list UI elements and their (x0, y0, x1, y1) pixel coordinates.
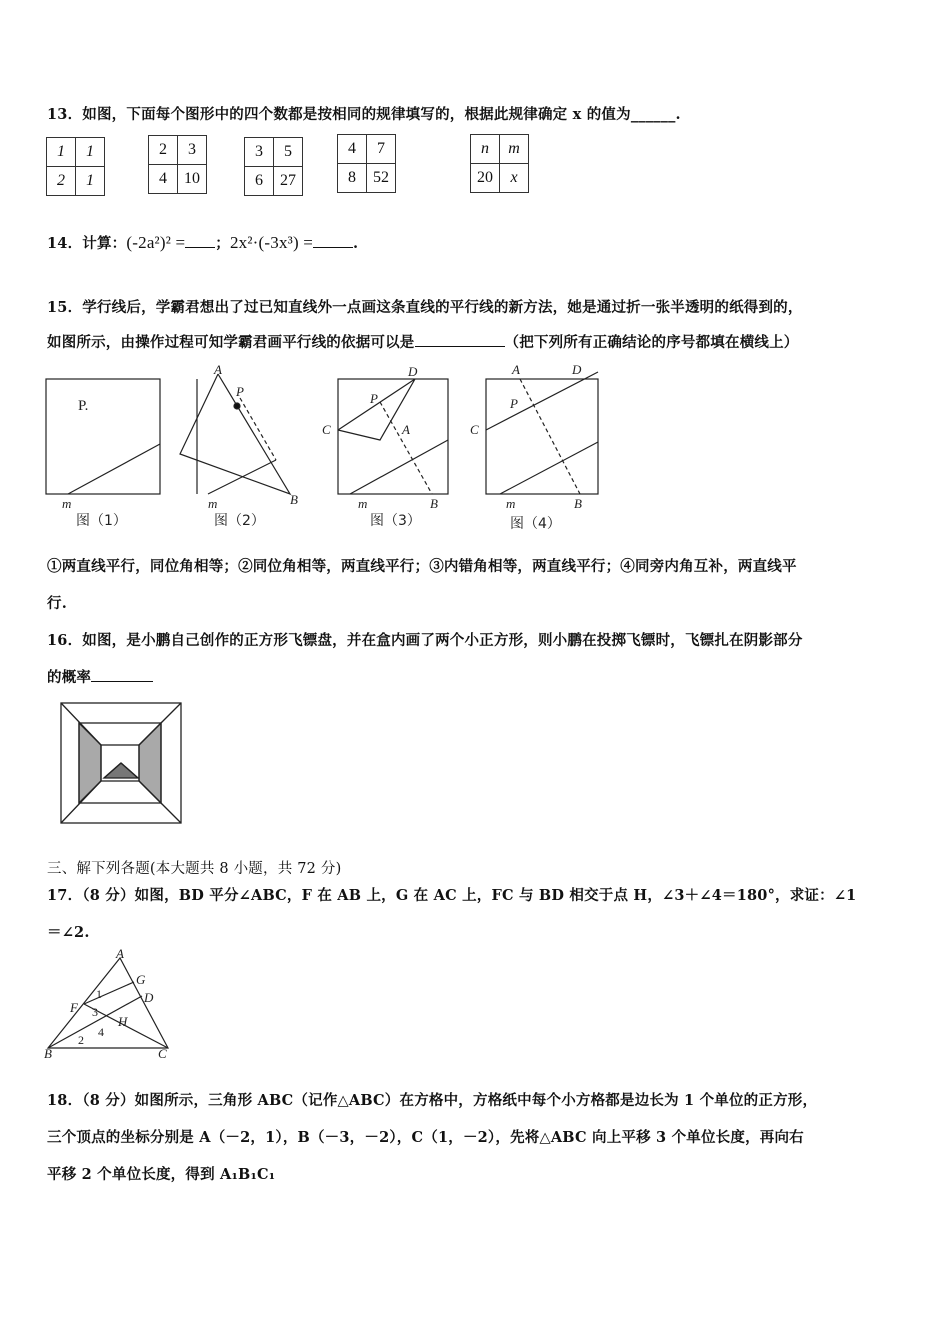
grid-cell: 4 (149, 165, 178, 194)
fig3-label-m: m (358, 496, 368, 511)
q13-grid-4 (337, 134, 396, 193)
q15-line2a: 如图所示，由操作过程可知学霸君画平行线的依据可以是 (47, 334, 415, 351)
fig3-line-m (350, 440, 448, 494)
fig2-point-p (234, 403, 240, 409)
grid-cell: 2 (149, 136, 178, 165)
fig1-caption: 图（1） (76, 513, 127, 529)
fig2-label-b: B (290, 492, 298, 507)
fig2-caption: 图（2） (214, 513, 265, 529)
fig3-fold-line (380, 402, 432, 494)
label-a: A (116, 946, 124, 961)
fig2-fold-line (240, 398, 276, 460)
q17-line2: ＝∠2. (47, 924, 90, 941)
q14-blank-1 (185, 233, 215, 248)
grid-cell: 7 (367, 135, 396, 164)
fig1-line-m (68, 444, 160, 494)
angle-4: 4 (98, 1025, 104, 1039)
shade-left (79, 723, 101, 803)
q13-text: 13．如图，下面每个图形中的四个数都是按相同的规律填写的，根据此规律确定 x 的值为______. (47, 106, 681, 123)
fig4-label-b: B (574, 496, 582, 511)
fig3-paper (338, 379, 448, 494)
q14-sep: ； (215, 235, 230, 252)
q13-grid-3 (244, 137, 303, 196)
shade-right (139, 723, 161, 803)
fig2-label-m: m (208, 496, 218, 511)
grid-cell: 6 (245, 167, 274, 196)
fig3-label-a: A (402, 422, 410, 437)
grid-cell: 5 (274, 138, 303, 167)
grid-cell: 1 (76, 167, 105, 196)
fig4-line-m (500, 442, 598, 494)
q16-blank (91, 667, 153, 682)
shade-center (104, 763, 138, 778)
angle-1: 1 (96, 987, 102, 1001)
q16-line1: 16．如图，是小鹏自己创作的正方形飞镖盘，并在盒内画了两个小正方形，则小鹏在投掷飞镖时，飞镖扎在阴影部分 (47, 632, 803, 649)
fig4-label-d: D (572, 362, 582, 377)
grid-cell: 3 (245, 138, 274, 167)
q16-dartboard (60, 702, 182, 824)
q14-label: 14．计算： (47, 235, 127, 252)
q18-line1: 18．（8 分）如图所示，三角形 ABC（记作△ABC）在方格中，方格纸中每个小方格都是边长为 1 个单位的正方形， (47, 1092, 818, 1109)
grid-cell: 4 (338, 135, 367, 164)
fig2-label-a: A (214, 362, 222, 377)
q15-line2 (47, 331, 799, 352)
q14-blank-2 (313, 233, 353, 248)
fig4-label-c: C (470, 422, 479, 437)
fig2-label-p: P (236, 384, 244, 399)
label-f: F (70, 1000, 78, 1015)
fig3-label-d: D (408, 364, 418, 379)
fig4-label-a: A (512, 362, 520, 377)
fig4-label-p: P (510, 396, 518, 411)
label-h: H (118, 1014, 128, 1029)
q15-options-line2: 行. (47, 595, 67, 612)
q17-line1: 17．（8 分）如图，BD 平分∠ABC，F 在 AB 上，G 在 AC 上，FC 与 BD 相交于点 H，∠3＋∠4＝180°，求证：∠1 (47, 887, 857, 904)
grid-cell: 1 (76, 138, 105, 167)
fig4-paper (486, 379, 598, 494)
q15-blank (415, 332, 505, 347)
fig3-label-p: P (370, 391, 378, 406)
grid-cell: 2 (47, 167, 76, 196)
label-c: C (158, 1046, 167, 1061)
fig3-caption: 图（3） (370, 513, 421, 529)
fig3-label-b: B (430, 496, 438, 511)
fig2-line-m (208, 460, 276, 494)
angle-2: 2 (78, 1033, 84, 1047)
grid-cell: x (500, 164, 529, 193)
q14-expr1: (-2a²)² = (126, 233, 186, 252)
q13-grid-1 (46, 137, 105, 196)
fig4-label-m: m (506, 496, 516, 511)
label-d: D (144, 990, 154, 1005)
q13-grid-2 (148, 135, 207, 194)
grid-cell: 1 (47, 138, 76, 167)
fig1-label-m: m (62, 496, 72, 511)
fig4-line-pd (486, 372, 598, 430)
grid-cell: 52 (367, 164, 396, 193)
fig4-caption: 图（4） (510, 516, 561, 532)
grid-cell: 3 (178, 136, 207, 165)
fig1-paper (46, 379, 160, 494)
grid-cell: n (471, 135, 500, 164)
q15-line1: 15．学行线后，学霸君想出了过已知直线外一点画这条直线的平行线的新方法，她是通过折一张半透明的纸得到的， (47, 299, 803, 316)
q14-end: . (353, 235, 359, 252)
fig1-label-p: P. (78, 398, 89, 414)
q16-line2 (47, 666, 153, 687)
q14-expr2: 2x²·(-3x³) = (229, 233, 314, 252)
label-g: G (136, 972, 146, 987)
q16-line2-text: 的概率 (47, 669, 92, 686)
angle-3: 3 (92, 1005, 98, 1019)
grid-cell: 20 (471, 164, 500, 193)
grid-cell: 8 (338, 164, 367, 193)
q17-triangle-figure (40, 946, 180, 1061)
grid-cell: 10 (178, 165, 207, 194)
q18-line3: 平移 2 个单位长度，得到 A₁B₁C₁ (47, 1166, 276, 1183)
segment-bd (48, 996, 142, 1048)
q15-options-line1: ①两直线平行，同位角相等；②同位角相等，两直线平行；③内错角相等，两直线平行；④同旁内角互补，两直线平 (47, 558, 797, 575)
label-b: B (44, 1046, 52, 1061)
section3-heading: 三、解下列各题(本大题共 8 小题，共 72 分) (47, 861, 342, 877)
q15-figures (40, 362, 600, 537)
grid-cell: 27 (274, 167, 303, 196)
grid-cell: m (500, 135, 529, 164)
q15-line2b: （把下列所有正确结论的序号都填在横线上） (504, 334, 799, 351)
q14-line (47, 232, 358, 253)
q13-grid-5 (470, 134, 529, 193)
q18-line2: 三个顶点的坐标分别是 A（－2，1），B（－3，－2），C（1，－2），先将△ABC 向上平移 3 个单位长度，再向右 (47, 1129, 804, 1146)
fig3-label-c: C (322, 422, 331, 437)
